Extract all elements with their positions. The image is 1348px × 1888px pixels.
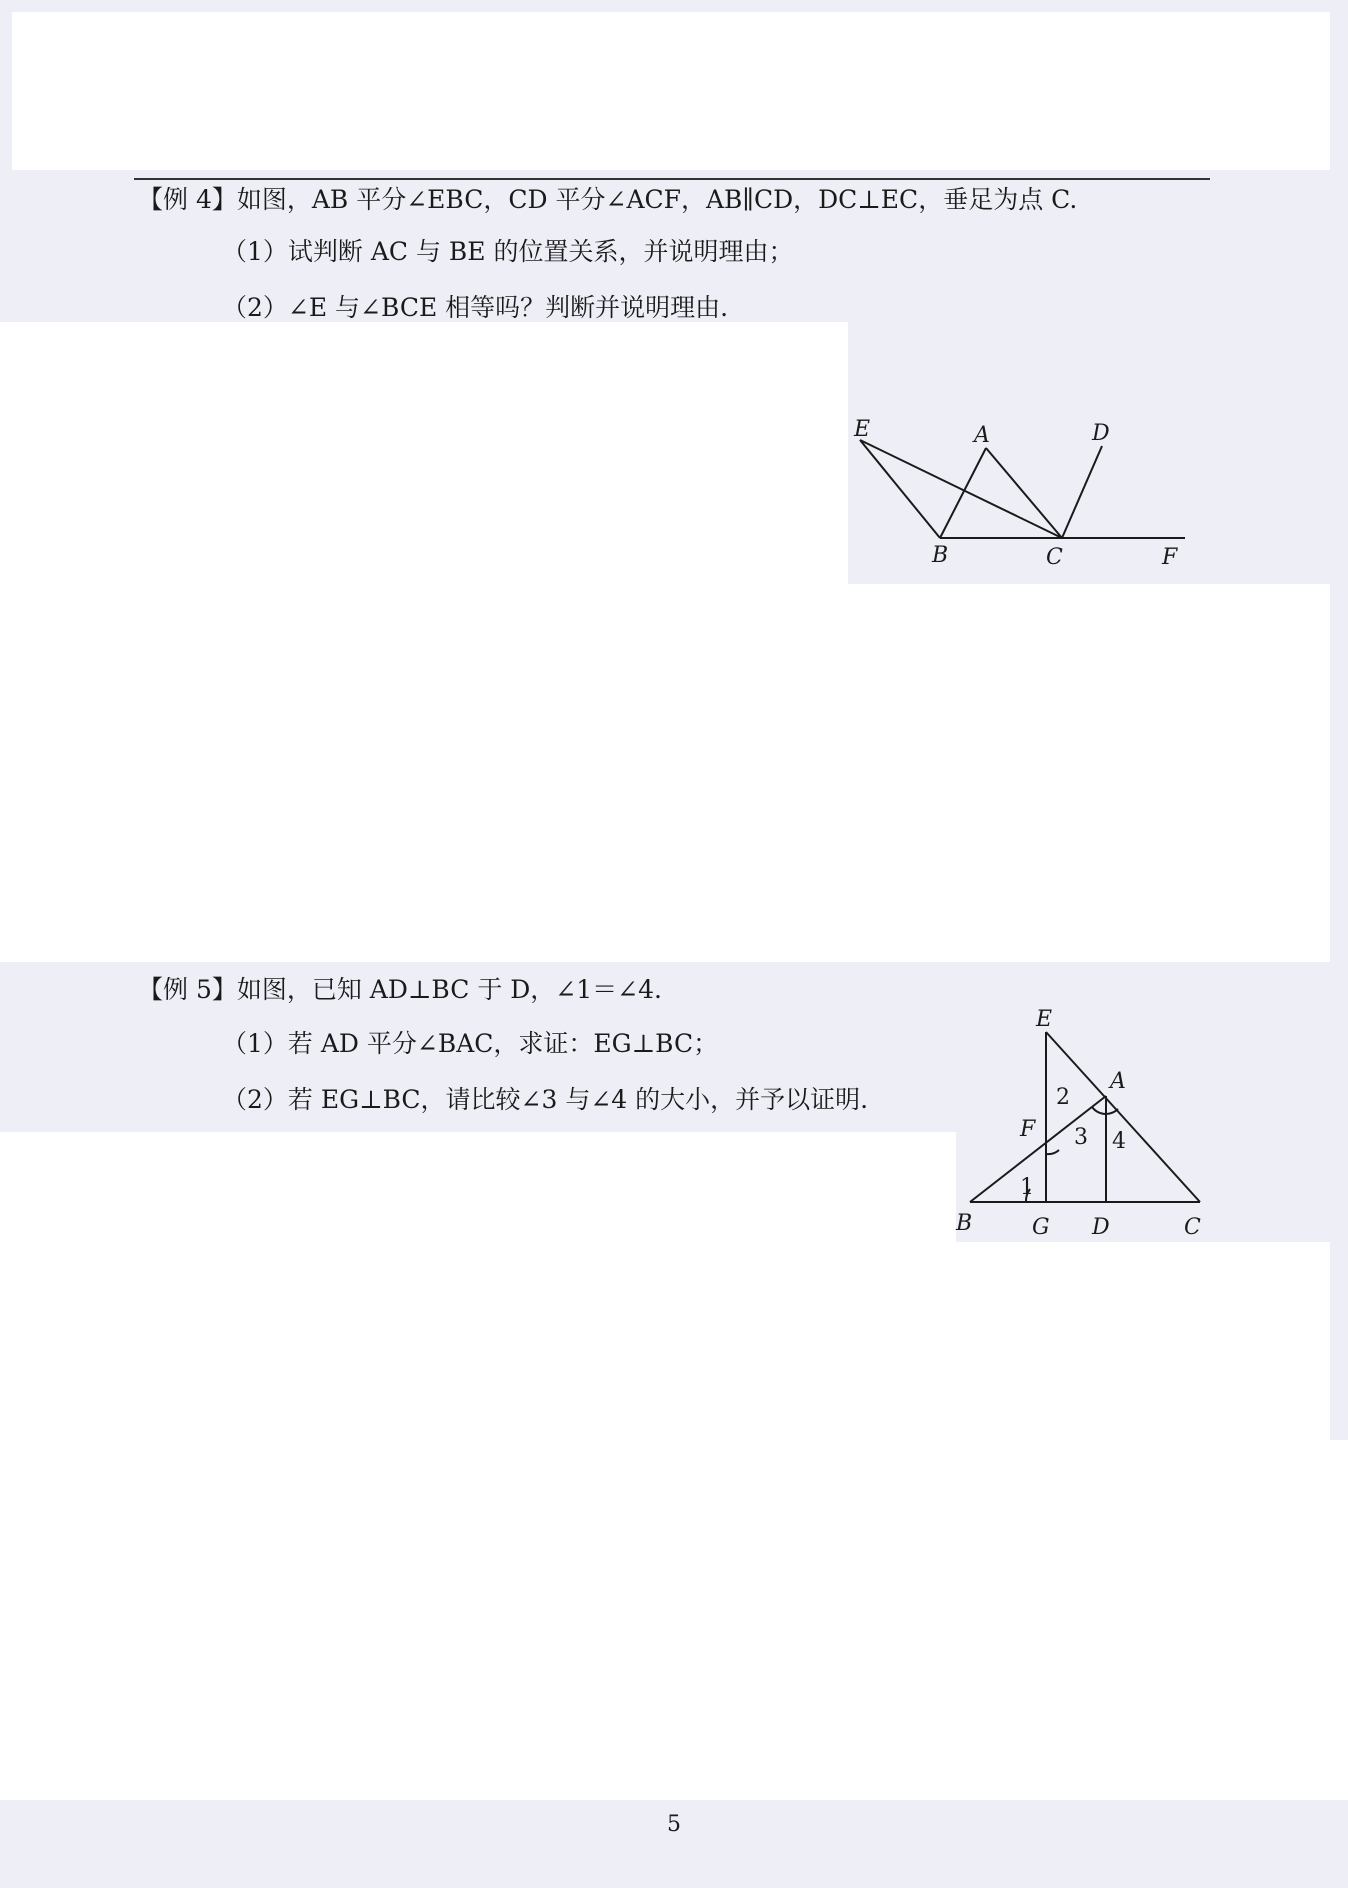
label-d: D: [1092, 1215, 1110, 1240]
label-c: C: [1046, 545, 1063, 570]
page-number: 5: [667, 1812, 681, 1837]
label-angle-4: 4: [1112, 1129, 1126, 1154]
segment-cd: [1062, 446, 1102, 538]
example4-question-2: （2）∠E 与∠BCE 相等吗？判断并说明理由.: [222, 293, 729, 322]
example5-figure: [950, 1004, 1220, 1240]
label-angle-3: 3: [1074, 1125, 1088, 1150]
label-angle-2: 2: [1056, 1085, 1070, 1110]
label-d: D: [1092, 421, 1110, 446]
example5-question-2: （2）若 EG⊥BC，请比较∠3 与∠4 的大小，并予以证明.: [222, 1085, 869, 1114]
segment-ab: [940, 448, 986, 538]
label-f: F: [1162, 545, 1178, 570]
example5-stem: 【例 5】如图，已知 AD⊥BC 于 D，∠1＝∠4.: [138, 975, 662, 1004]
example4-question-1: （1）试判断 AC 与 BE 的位置关系，并说明理由；: [222, 237, 794, 266]
segment-ac: [986, 448, 1062, 538]
example4-figure: [840, 406, 1200, 586]
label-e: E: [1036, 1007, 1053, 1032]
label-g: G: [1032, 1215, 1050, 1240]
example4-stem: 【例 4】如图，AB 平分∠EBC，CD 平分∠ACF，AB∥CD，DC⊥EC，垂足为点 C.: [138, 185, 1078, 214]
header-rule: [134, 178, 1210, 180]
angle-arc-2: [1046, 1150, 1059, 1154]
label-f: F: [1020, 1117, 1036, 1142]
segment-ec: [860, 440, 1062, 538]
angle-arc-3: [1092, 1107, 1106, 1114]
label-a: A: [1110, 1069, 1126, 1094]
label-b: B: [932, 543, 949, 568]
angle-arc-4: [1106, 1109, 1118, 1114]
scan-band-top: [0, 0, 1348, 12]
segment-ec: [1046, 1032, 1200, 1202]
label-angle-1: 1: [1020, 1175, 1034, 1200]
label-a: A: [974, 423, 990, 448]
example5-question-1: （1）若 AD 平分∠BAC，求证：EG⊥BC；: [222, 1029, 719, 1058]
label-b: B: [956, 1211, 973, 1236]
scan-band-left: [0, 0, 12, 170]
label-e: E: [854, 417, 871, 442]
label-c: C: [1184, 1215, 1201, 1240]
segment-eb: [860, 440, 940, 538]
